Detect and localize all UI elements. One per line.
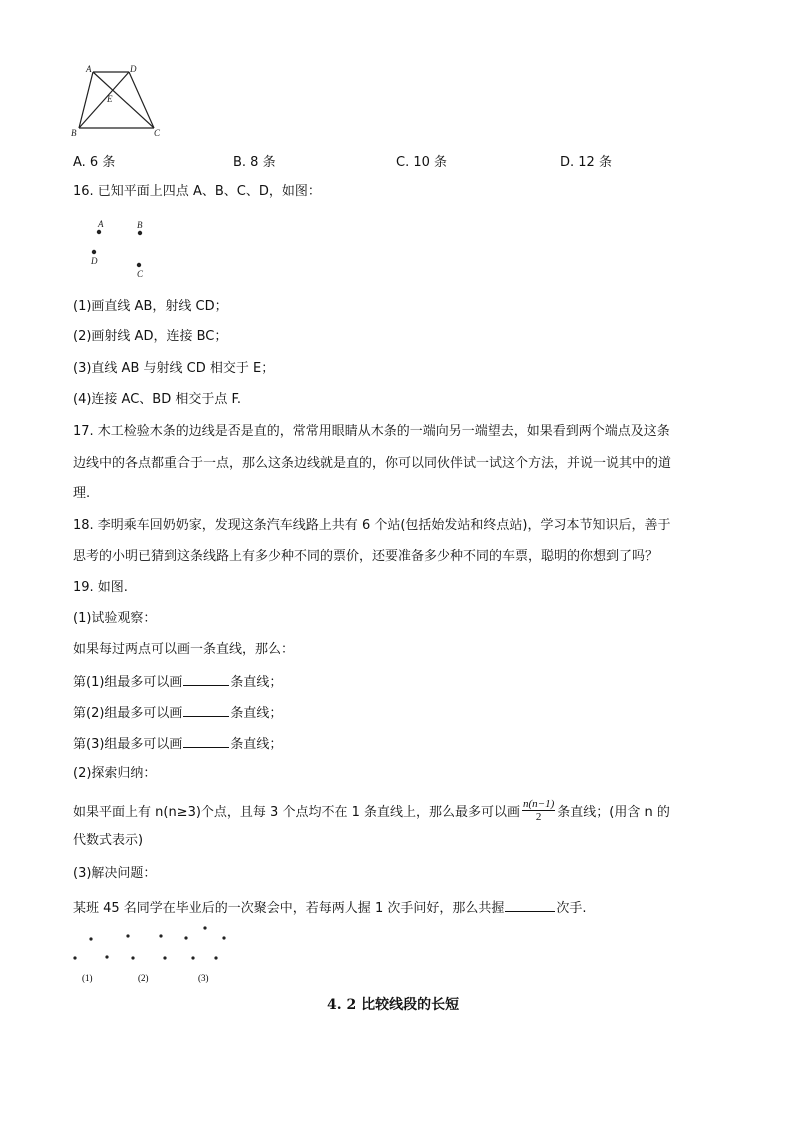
group3-dot xyxy=(222,936,225,939)
label-c: C xyxy=(154,128,161,138)
part2-prefix: 如果平面上有 n(n≥3)个点，且每 3 个点均不在 1 条直线上，那么最多可以画 xyxy=(73,805,520,820)
group-2-prefix: 第(2)组最多可以画 xyxy=(73,706,183,721)
group-3-prefix: 第(3)组最多可以画 xyxy=(73,737,183,752)
group-label-3: (3) xyxy=(198,973,209,983)
group-label-1: (1) xyxy=(82,973,93,983)
q19-part3-line xyxy=(73,899,586,917)
answer-blank-3[interactable] xyxy=(183,735,229,748)
group-2-suffix: 条直线； xyxy=(230,706,283,721)
point-a xyxy=(97,230,101,234)
four-points-figure xyxy=(84,216,164,282)
group2-dot xyxy=(126,934,129,937)
label-a: A xyxy=(98,219,104,229)
group1-dot xyxy=(105,955,108,958)
group3-dot xyxy=(203,926,206,929)
q19-part1-title: (1)试验观察： xyxy=(73,611,157,626)
option-d: D. 12 条 xyxy=(560,155,612,170)
part3-suffix: 次手. xyxy=(556,901,587,916)
label-b: B xyxy=(71,128,77,138)
section-title: 4. 2 比较线段的长短 xyxy=(327,997,460,1013)
label-b: B xyxy=(137,220,143,230)
trapezoid-figure xyxy=(68,62,168,140)
q19-part2-line-2: 代数式表示) xyxy=(73,833,144,848)
fraction-numerator: n(n−1) xyxy=(523,798,555,810)
option-b: B. 8 条 xyxy=(233,155,276,170)
part2-suffix: 条直线；(用含 n 的 xyxy=(557,805,670,820)
label-c: C xyxy=(137,269,144,279)
segment-dc xyxy=(129,72,154,128)
formula-fraction xyxy=(522,798,555,823)
answer-blank-1[interactable] xyxy=(183,673,229,686)
q19-group-3 xyxy=(73,735,282,753)
point-c xyxy=(137,263,141,267)
answer-blank-2[interactable] xyxy=(183,704,229,717)
diagonal-ac xyxy=(93,72,154,128)
q19-group-2 xyxy=(73,704,282,722)
option-c: C. 10 条 xyxy=(396,155,448,170)
q16-stem: 16. 已知平面上四点 A、B、C、D，如图： xyxy=(73,184,321,199)
label-a: A xyxy=(86,64,92,74)
q16-item-3: (3)直线 AB 与射线 CD 相交于 E； xyxy=(73,361,275,376)
label-d: D xyxy=(91,256,98,266)
group-label-2: (2) xyxy=(138,973,149,983)
group3-dot xyxy=(191,956,194,959)
option-a: A. 6 条 xyxy=(73,155,116,170)
q17-line-3: 理. xyxy=(73,486,91,501)
label-d: D xyxy=(130,64,137,74)
q19-part2-line xyxy=(73,800,670,825)
q17-line-2: 边线中的各点都重合于一点，那么这条边线就是直的，你可以同伙伴试一试这个方法，并说一说其中的道 xyxy=(73,456,672,471)
group3-dot xyxy=(184,936,187,939)
q19-part1-intro: 如果每过两点可以画一条直线，那么： xyxy=(73,642,295,657)
q16-item-1: (1)画直线 AB，射线 CD； xyxy=(73,299,228,314)
group-1-suffix: 条直线； xyxy=(230,675,283,690)
q19-stem: 19. 如图. xyxy=(73,580,128,595)
group2-dot xyxy=(159,934,162,937)
q16-item-2: (2)画射线 AD，连接 BC； xyxy=(73,329,228,344)
group2-dot xyxy=(131,956,134,959)
answer-blank-4[interactable] xyxy=(505,899,555,912)
q17-line-1: 17. 木工检验木条的边线是否是直的，常常用眼睛从木条的一端向另一端望去，如果看到两个端点及这条 xyxy=(73,424,670,439)
q19-group-1 xyxy=(73,673,282,691)
part3-prefix: 某班 45 名同学在毕业后的一次聚会中，若每两人握 1 次手问好，那么共握 xyxy=(73,901,505,916)
label-e: E xyxy=(107,94,113,104)
q16-item-4: (4)连接 AC、BD 相交于点 F. xyxy=(73,392,242,407)
group1-dot xyxy=(73,956,76,959)
group2-dot xyxy=(163,956,166,959)
q18-line-2: 思考的小明已猜到这条线路上有多少种不同的票价，还要准备多少种不同的车票，聪明的你想到了吗？ xyxy=(73,549,659,564)
q18-line-1: 18. 李明乘车回奶奶家，发现这条汽车线路上共有 6 个站(包括始发站和终点站)，学习本节知识后，善于 xyxy=(73,518,671,533)
dot-groups-figure xyxy=(66,922,246,986)
group-1-prefix: 第(1)组最多可以画 xyxy=(73,675,183,690)
q19-part3-title: (3)解决问题： xyxy=(73,866,157,881)
q19-part2-title: (2)探索归纳： xyxy=(73,766,157,781)
group3-dot xyxy=(214,956,217,959)
point-d xyxy=(92,250,96,254)
group1-dot xyxy=(89,937,92,940)
group-3-suffix: 条直线； xyxy=(230,737,283,752)
fraction-denominator: 2 xyxy=(535,811,542,823)
point-b xyxy=(138,231,142,235)
